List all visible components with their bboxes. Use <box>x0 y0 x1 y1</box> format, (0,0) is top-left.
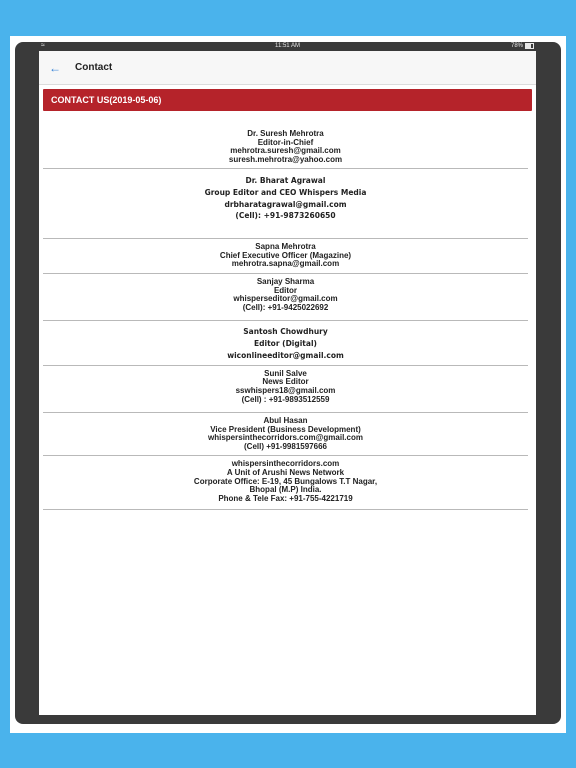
contact-name: Abul Hasan <box>263 416 308 426</box>
contact-card <box>43 169 528 239</box>
office-city: Bhopal (M.P) India. <box>249 485 322 495</box>
back-button[interactable] <box>45 58 65 78</box>
contact-email[interactable]: whispersinthecorridors.com@gmail.com <box>208 433 363 443</box>
office-address: Corporate Office: E-19, 45 Bungalows T.T Nagar, <box>193 476 378 486</box>
contact-name: Dr. Bharat Agrawal <box>245 176 326 186</box>
contact-email[interactable]: wiconlineeditor@gmail.com <box>227 350 344 360</box>
contact-role: Vice President (Business Development) <box>210 424 361 434</box>
app-screen <box>39 42 536 715</box>
office-phone[interactable]: Phone & Tele Fax: +91-755-4221719 <box>218 493 353 503</box>
page-title: Contact <box>75 62 113 73</box>
contact-card <box>43 366 528 413</box>
contact-email[interactable]: sswhispers18@gmail.com <box>235 385 336 395</box>
battery-percent: 78% <box>510 43 523 49</box>
contact-role: Group Editor and CEO Whispers Media <box>204 188 367 198</box>
contact-email[interactable]: mehrotra.suresh@gmail.com <box>230 146 341 156</box>
contact-role: Editor (Digital) <box>254 339 317 349</box>
contact-phone[interactable]: (Cell) +91-9981597666 <box>244 441 327 451</box>
status-time: 11:51 AM <box>275 43 300 49</box>
contact-email[interactable]: suresh.mehrotra@yahoo.com <box>228 154 343 164</box>
contact-header: CONTACT US(2019-05-06) <box>43 89 532 111</box>
content-area <box>39 85 536 510</box>
website-link[interactable]: whispersinthecorridors.com <box>231 459 340 469</box>
battery-icon <box>525 43 534 49</box>
contact-card <box>43 321 528 365</box>
contact-email[interactable]: whisperseditor@gmail.com <box>233 294 338 304</box>
contact-name: Santosh Chowdhury <box>243 327 328 337</box>
arrow-left-icon: ← <box>49 60 61 75</box>
contact-phone[interactable]: (Cell): +91-9873260650 <box>235 211 336 221</box>
contact-role: Editor <box>273 285 298 295</box>
contact-name: Sanjay Sharma <box>256 276 315 286</box>
contact-email[interactable]: drbharatagrawal@gmail.com <box>224 199 347 209</box>
contact-email[interactable]: mehrotra.sapna@gmail.com <box>231 259 340 269</box>
company-unit: A Unit of Arushi News Network <box>226 468 345 478</box>
office-info <box>43 456 528 510</box>
contact-name: Dr. Suresh Mehrotra <box>247 129 324 138</box>
contact-role: Chief Executive Officer (Magazine) <box>219 250 352 260</box>
battery-indicator <box>511 43 534 49</box>
contact-phone[interactable]: (Cell) : +91-9893512559 <box>241 394 330 404</box>
contact-role: News Editor <box>262 377 309 387</box>
contact-card <box>43 239 528 274</box>
contact-name: Sunil Salve <box>264 368 307 378</box>
wifi-icon: ≈ <box>41 42 45 49</box>
contact-role: Editor-in-Chief <box>257 137 314 147</box>
contact-card <box>43 111 528 169</box>
contact-phone[interactable]: (Cell): +91-9425022692 <box>242 302 329 312</box>
app-bar <box>39 51 536 85</box>
status-bar <box>39 42 536 51</box>
contact-name: Sapna Mehrotra <box>255 242 316 252</box>
contact-card <box>43 413 528 456</box>
contact-card <box>43 274 528 321</box>
